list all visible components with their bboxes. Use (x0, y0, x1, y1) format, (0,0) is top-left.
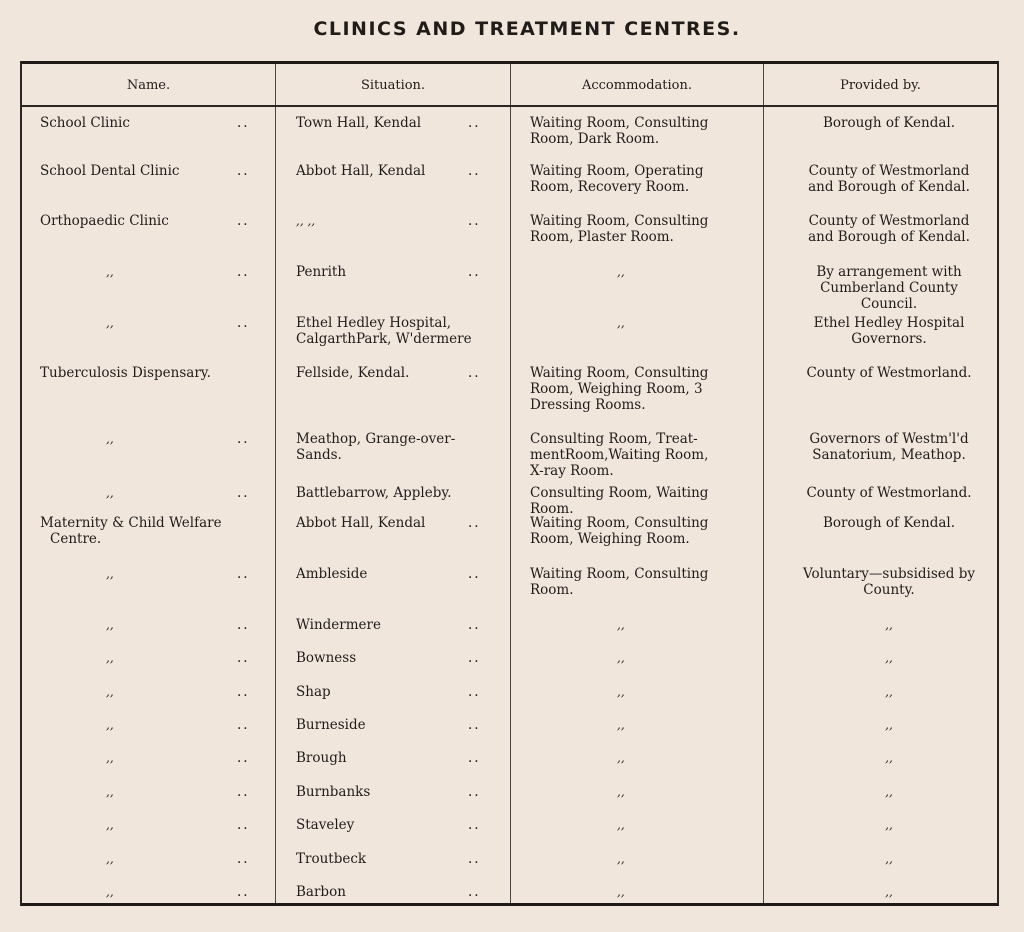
cell-line: ,, (106, 651, 114, 665)
cell-line: and Borough of Kendal. (808, 179, 970, 195)
prov-cell (786, 684, 992, 700)
cell-line: Orthopaedic Clinic (40, 213, 169, 229)
acc-cell (530, 163, 760, 195)
name-cell (106, 617, 136, 633)
leader-dots: .. (468, 684, 481, 700)
cell-line: Troutbeck (296, 851, 367, 867)
cell-line: ,, (885, 785, 893, 799)
acc-cell (617, 817, 647, 833)
cell-line: ,, (617, 265, 625, 279)
cell-line: County of Westmorland. (806, 485, 972, 501)
cell-line: ,, (106, 785, 114, 799)
prov-cell (786, 315, 992, 347)
cell-line: ,, (617, 818, 625, 832)
column-divider (510, 64, 511, 903)
cell-line: Sands. (296, 447, 342, 463)
cell-line: Consulting Room, Treat- (530, 431, 698, 447)
cell-line: Room, Plaster Room. (530, 229, 674, 245)
prov-cell (786, 115, 992, 131)
cell-line: Borough of Kendal. (822, 115, 956, 131)
cell-line: Borough of Kendal. (822, 515, 956, 531)
cell-line: Room. (530, 582, 574, 598)
acc-cell (530, 485, 760, 517)
cell-line: Governors of Westm'l'd (809, 431, 969, 447)
name-cell (106, 684, 136, 700)
leader-dots: .. (237, 566, 250, 582)
cell-line: ,, (617, 316, 625, 330)
cell-line: ,, (617, 785, 625, 799)
column-divider (275, 64, 276, 903)
cell-line: Bowness (296, 650, 357, 666)
leader-dots: .. (237, 115, 250, 131)
cell-line: ,, (885, 618, 893, 632)
cell-line: ,, (885, 751, 893, 765)
acc-cell (530, 566, 760, 598)
cell-line: ,, (106, 567, 114, 581)
cell-line: ,, (885, 685, 893, 699)
prov-cell (786, 817, 992, 833)
acc-cell (530, 365, 760, 413)
leader-dots: .. (468, 163, 481, 179)
cell-line: Waiting Room, Consulting (530, 365, 709, 381)
prov-cell (786, 617, 992, 633)
cell-line: ,, (106, 486, 114, 500)
prov-cell (786, 515, 992, 531)
prov-cell (786, 566, 992, 598)
cell-line: ,, (617, 852, 625, 866)
prov-cell (786, 784, 992, 800)
cell-line: Room, Recovery Room. (530, 179, 690, 195)
name-cell (40, 515, 272, 547)
acc-cell (617, 315, 647, 331)
cell-line: Ethel Hedley Hospital (813, 315, 965, 331)
cell-line: Brough (296, 750, 347, 766)
cell-line: ,, (617, 618, 625, 632)
header-rule (22, 105, 997, 107)
cell-line: Barbon (296, 884, 346, 900)
cell-line: Town Hall, Kendal (296, 115, 422, 131)
cell-line: County of Westmorland (808, 163, 970, 179)
cell-line: Shap (296, 684, 331, 700)
cell-line: County of Westmorland. (806, 365, 972, 381)
leader-dots: .. (237, 163, 250, 179)
cell-line: ,, (885, 885, 893, 899)
cell-line: Tuberculosis Dispensary. (40, 365, 211, 381)
leader-dots: .. (237, 717, 250, 733)
prov-cell (786, 264, 992, 312)
cell-line: Consulting Room, Waiting (530, 485, 709, 501)
cell-line: Governors. (851, 331, 927, 347)
name-cell (106, 485, 136, 501)
acc-cell (617, 650, 647, 666)
cell-line: Staveley (296, 817, 355, 833)
header-name: Name. (126, 78, 171, 93)
cell-line: By arrangement with (816, 264, 962, 280)
cell-line: Waiting Room, Consulting (530, 213, 709, 229)
prov-cell (786, 650, 992, 666)
cell-line: ,, (106, 718, 114, 732)
cell-line: ,, (617, 751, 625, 765)
cell-line: Penrith (296, 264, 347, 280)
name-cell (106, 851, 136, 867)
prov-cell (786, 884, 992, 900)
cell-line: Meathop, Grange-over- (296, 431, 456, 447)
leader-dots: .. (237, 817, 250, 833)
name-cell (106, 650, 136, 666)
name-cell (40, 365, 272, 381)
cell-line: ,, (885, 651, 893, 665)
header-accommodation: Accommodation. (581, 78, 693, 93)
cell-line: School Clinic (40, 115, 130, 131)
cell-line: County of Westmorland (808, 213, 970, 229)
prov-cell (786, 750, 992, 766)
cell-line: Sanatorium, Meathop. (812, 447, 966, 463)
leader-dots: .. (468, 851, 481, 867)
leader-dots: .. (237, 617, 250, 633)
cell-line: ,, (617, 885, 625, 899)
leader-dots: .. (237, 750, 250, 766)
cell-line: Abbot Hall, Kendal (296, 515, 426, 531)
prov-cell (786, 717, 992, 733)
leader-dots: .. (468, 617, 481, 633)
cell-line: Room. (530, 501, 574, 517)
sit-cell (296, 315, 511, 347)
cell-line: Abbot Hall, Kendal (296, 163, 426, 179)
acc-cell (617, 684, 647, 700)
header-situation: Situation. (360, 78, 426, 93)
leader-dots: .. (468, 115, 481, 131)
acc-cell (617, 884, 647, 900)
cell-line: ,, ,, (296, 214, 316, 228)
name-cell (106, 566, 136, 582)
leader-dots: .. (237, 315, 250, 331)
name-cell (106, 784, 136, 800)
cell-line: County. (863, 582, 915, 598)
cell-line: Ambleside (296, 566, 368, 582)
leader-dots: .. (237, 784, 250, 800)
leader-dots: .. (237, 264, 250, 280)
cell-line: X-ray Room. (530, 463, 614, 479)
leader-dots: .. (468, 213, 481, 229)
cell-line: Battlebarrow, Appleby. (296, 485, 452, 501)
cell-line: ,, (617, 651, 625, 665)
cell-line: Burneside (296, 717, 366, 733)
leader-dots: .. (237, 213, 250, 229)
prov-cell (786, 485, 992, 501)
leader-dots: .. (468, 717, 481, 733)
prov-cell (786, 365, 992, 381)
cell-line: ,, (106, 685, 114, 699)
leader-dots: .. (468, 784, 481, 800)
cell-line: ,, (106, 316, 114, 330)
cell-line: ,, (106, 818, 114, 832)
leader-dots: .. (468, 515, 481, 531)
cell-line: Cumberland County (820, 280, 958, 296)
leader-dots: .. (468, 566, 481, 582)
acc-cell (617, 264, 647, 280)
prov-cell (786, 213, 992, 245)
cell-line: ,, (106, 885, 114, 899)
cell-line: mentRoom,Waiting Room, (530, 447, 709, 463)
cell-line: ,, (106, 852, 114, 866)
acc-cell (617, 717, 647, 733)
cell-line: ,, (106, 265, 114, 279)
leader-dots: .. (468, 750, 481, 766)
leader-dots: .. (468, 264, 481, 280)
leader-dots: .. (468, 650, 481, 666)
leader-dots: .. (468, 365, 481, 381)
page-title: CLINICS AND TREATMENT CENTRES. (313, 18, 741, 40)
prov-cell (786, 163, 992, 195)
cell-line: and Borough of Kendal. (808, 229, 970, 245)
clinics-table (20, 61, 999, 906)
cell-line: Waiting Room, Consulting (530, 515, 709, 531)
cell-line: ,, (617, 685, 625, 699)
leader-dots: .. (237, 684, 250, 700)
sit-cell (296, 485, 511, 501)
header-provided-by: Provided by. (840, 78, 921, 93)
name-cell (106, 884, 136, 900)
cell-line: Windermere (296, 617, 381, 633)
cell-line: ,, (885, 852, 893, 866)
name-cell (106, 264, 136, 280)
leader-dots: .. (237, 431, 250, 447)
prov-cell (786, 851, 992, 867)
cell-line: Room, Weighing Room. (530, 531, 690, 547)
name-cell (106, 431, 136, 447)
name-cell (106, 315, 136, 331)
cell-line: Room, Weighing Room, 3 (530, 381, 703, 397)
cell-line: Waiting Room, Consulting (530, 566, 709, 582)
cell-line: Centre. (50, 531, 102, 547)
cell-line: Room, Dark Room. (530, 131, 660, 147)
leader-dots: .. (468, 884, 481, 900)
cell-line: CalgarthPark, W'dermere (296, 331, 472, 347)
cell-line: Burnbanks (296, 784, 371, 800)
sit-cell (296, 431, 511, 463)
cell-line: ,, (106, 432, 114, 446)
cell-line: Waiting Room, Operating (530, 163, 704, 179)
name-cell (106, 817, 136, 833)
leader-dots: .. (237, 884, 250, 900)
cell-line: Voluntary—subsidised by (803, 566, 975, 582)
leader-dots: .. (237, 851, 250, 867)
cell-line: Fellside, Kendal. (296, 365, 410, 381)
acc-cell (617, 851, 647, 867)
acc-cell (617, 784, 647, 800)
acc-cell (530, 431, 760, 479)
acc-cell (617, 617, 647, 633)
prov-cell (786, 431, 992, 463)
cell-line: ,, (885, 818, 893, 832)
cell-line: Maternity & Child Welfare (40, 515, 222, 531)
cell-line: Council. (860, 296, 918, 312)
cell-line: Waiting Room, Consulting (530, 115, 709, 131)
leader-dots: .. (237, 485, 250, 501)
name-cell (106, 750, 136, 766)
cell-line: School Dental Clinic (40, 163, 180, 179)
leader-dots: .. (468, 817, 481, 833)
column-divider (763, 64, 764, 903)
acc-cell (530, 213, 760, 245)
acc-cell (530, 115, 760, 147)
cell-line: ,, (885, 718, 893, 732)
cell-line: Dressing Rooms. (530, 397, 646, 413)
name-cell (106, 717, 136, 733)
cell-line: ,, (106, 618, 114, 632)
cell-line: Ethel Hedley Hospital, (296, 315, 452, 331)
cell-line: ,, (106, 751, 114, 765)
cell-line: ,, (617, 718, 625, 732)
leader-dots: .. (237, 650, 250, 666)
acc-cell (617, 750, 647, 766)
acc-cell (530, 515, 760, 547)
